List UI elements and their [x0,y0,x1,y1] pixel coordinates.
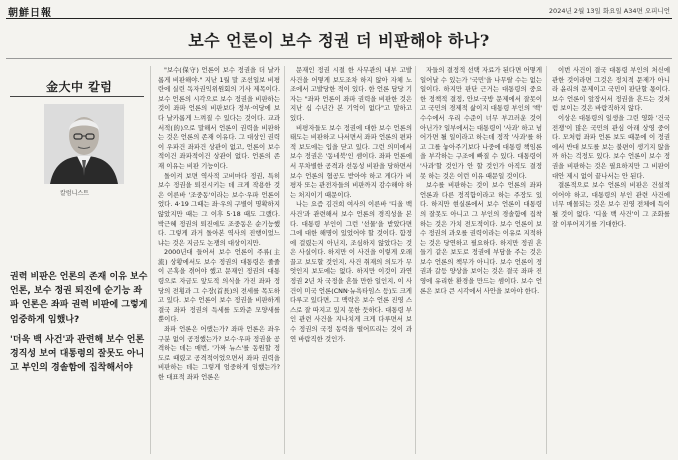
columnist-byline: 칼럼니스트 [60,190,89,197]
paragraph: 2000년대 들어서 보수 언론이 주류(主流) 상황에서도 보수 정권의 대통령은 줄줄이 곤혹을 겪어야 했고 문재인 정권의 대통령으로 자금도 앞도적 의식을 가진 좌파 정당의 전횡과 그 수장(首長)의 전세를 목도하고 있다. 보수 언론이 보수 정권을 비판하게 결국 좌파 정권의 득세를 도와준 모양새를 뿐이다. [158,248,280,324]
newspaper-masthead: 朝鮮日報 [8,8,52,19]
paragraph: 비평자들도 보수 정권에 대한 보수 언론의 태도는 비판하고 나서면서 좌파 언론의 편파적 보도에는 입을 닫고 있다. 그런 의미에서 보수 정권은 '동네북'인 셈이다. 좌파 언론에서 무차별한 공격과 선동성 비판을 당하면서 보수 언론의 협공도 받아야 하고 게다가 비평자 또는 관전자들의 비판까지 감수해야 하는 처지이기 때문이다. [290,123,412,199]
paragraph: "보수(保守) 언론이 보수 정권을 더 날카롭게 비판해야." 지난 1월 말 조선일보 비평란에 실린 독자권익위원회의 기사 제목이다. 보수 언론의 시각으로 보수 정권을 비판하는 것이 좌파 언론의 비판보다 정부·여당에 보다 날카롭게 느껴질 수 있다는 것이다. 교과서적(的)으로 말해서 언론이 권력을 비판하는 것은 언론의 존재 이유다. 그 대상인 권력이 우파건 좌파건 상관이 없고, 언론이 보수적이건 좌파적이건 상관이 없다. 언론의 존재 이유는 비판 기능이다. [158,66,280,170]
columnist-portrait [44,104,124,184]
headline-rule [6,58,672,59]
column-divider [546,66,547,454]
paragraph: 좌파 언론은 어땠는가? 좌파 언론은 좌우 구분 없이 공정했는가? 보수·우파 정권을 공격하는 데는 매번, '가짜 뉴스'를 동원할 정도로 때렸고 공격적이었으면서 좌파 권력을 비판하는 데는 그렇게 엄중하게 임했는가? 한 대표적 좌파 언론은 [158,325,280,381]
pull-quote [10,270,150,375]
paragraph: 결론적으로 보수 언론의 비판은 건설적이어야 하고, 대통령의 부인 관련 사건에 너무 매몰되는 것은 보수 진영 전체에 득이 될 것이 없다. '디올 백 사건'이 그 조화를 잘 이루어지기를 기대한다. [552,181,670,228]
top-rule [6,18,672,19]
article-column-1 [158,66,280,456]
issue-date-line: 2024년 2월 13일 화요일 A34면 오피니언 [548,7,670,15]
paragraph: 이상은 대통령의 일생을 그린 영화 '건국전쟁'이 많은 국민의 관심 아래 상영 중이다. 모처럼 좌파 언론 보도 때문에 이 정권에서 반대 보도를 보는 불편이 생기지 않을까 하는 걱정도 있다. 보수 언론이 보수 정권을 비판하는 것은 필요하지만 그 비판이 대안 제시 없이 끝나서는 안 된다. [552,113,670,180]
pull-quote-1: 권력 비판은 언론의 존재 이유 보수 언론, 보수 정권 퇴진에 순기능 좌파 언론은 좌파 권력 비판에 그렇게 엄중하게 임했나? [10,272,148,325]
column-divider [284,66,285,454]
column-divider [415,66,416,454]
column-name-rule [10,96,144,97]
paragraph: 이번 사건이 결국 대통령 부인의 처신에 관한 것이라면 그것은 정치적 문제가 아니라 윤리의 문제이고 국민이 판단할 몫이다. 보수 언론이 앞장서서 정권을 흔드는 것처럼 보이는 것은 바람직하지 않다. [552,66,670,113]
paragraph: 나는 요즘 김건희 여사의 이른바 '디올 백 사건'과 관련해서 보수 언론의 경직성을 본다. 대통령 부인이 그런 '선물'을 받았다면 그에 대한 해명이 있었어야 할 것이다. 함정에 걸렸는지 아닌지, 조심하지 않았다는 것은 사실이다. 하지만 이 사건을 이렇게 오래 끌고 보도할 것인지, 사건 취재의 의도가 무엇인지 보도에는 없다. 하지만 이것이 과연 정권 2년 차 국정을 흔들 만한 일인지, 이 사건이 미국 언론(CNN·뉴욕타임스 등)도 크게 다루고 있다면, 그 맥락은 보수 언론 진영 스스로 잘 따지고 있지 못한 듯하다. 대통령 부인 관련 사건을 지나치게 크게 다루면서 보수 정권의 국정 동력을 떨어뜨리는 것이 과연 바람직한 것인가. [290,200,412,343]
paragraph: 돌이켜 보면 역사적 고비마다 정권, 특히 보수 정권을 퇴진시키는 데 크게 작용한 것은 이른바 '조중동'이라는 보수·우파 언론이었다. 4·19 그때는 좌·우의 구별이 명확하지 않았지만 때는 그 이후 5·18 때도 그랬다. 박근혜 정권의 퇴진에도 조중동은 순기능했다. 그렇게 과거 돌아본 역사의 진행이었느냐는 것은 지금도 논쟁의 대상이지만. [158,171,280,247]
paragraph: 보수를 비판하는 것이 보수 언론의 좌파 언론과 다른 정직함이라고 하는 주장도 있다. 하지만 현실론에서 보수 언론이 대통령의 잘못도 아니고 그 부인의 경솔함에 집착하는 것은 가치 전도적이다. 보수 언론이 보수 정권의 과오를 권력이라는 이유로 지적하는 것은 당연하고 필요하다. 하지만 정권 흔들기 같은 보도로 정권에 부담을 주는 것은 보수 언론의 책무가 아니다. 보수 언론이 정권과 갈등 양상을 보이는 것은 결국 좌파 진영에 유리한 환경을 만드는 셈이다. 보수 언론은 보다 큰 시각에서 사안을 보아야 한다. [420,181,542,295]
article-column-2 [290,66,412,456]
article-column-4 [552,66,670,456]
portrait-illustration [44,104,124,184]
paragraph: 문재인 정권 시절 한 사무관의 내부 고발 사건을 어떻게 보도조차 하지 않아 자체 노조에서 고발당한 적이 있다. 한 언론 담당 기자는 "좌파 언론이 좌파 권력을 비판한 것은 지난 십 수년간 본 기억이 없다"고 말하고 있다. [290,66,412,122]
pull-quote-2: '더욱 백 사건'과 관련해 보수 언론 경직성 보여 대통령의 잘못도 아니고 부인의 경솔함에 집착해서야 [10,334,145,374]
column-name: 金大中 칼럼 [46,80,113,94]
article-column-3 [420,66,542,456]
column-divider [150,66,151,454]
paragraph: 자들의 결정적 선택 자료가 된다면 어떻게 일어날 수 있는가 '국민'을 나무랄 수는 없는 일이다. 하지만 판단 근거는 대통령의 중요한 정책적 결정, 안보·국방 문제에서 잘못이고 국민의 경제적 삶이지 대통령 부인의 '백' 수수에서 우리 수준이 너무 부끄러운 것이 아닌가? 일부에서는 대통령이 '사과' 하고 넘어가면 될 일이라고 하는데 정작 '사과'를 하고 그를 놓아주기보다 나중에 대통령 책임론을 부각하는 구조에 빠질 수 있다. 대통령이 '사과'할 것인가 안 할 것인가 아직도 결정 못 하는 것은 이런 이유 때문일 것이다. [420,66,542,180]
article-headline: 보수 언론이 보수 정권 더 비판해야 하나? [188,31,490,50]
